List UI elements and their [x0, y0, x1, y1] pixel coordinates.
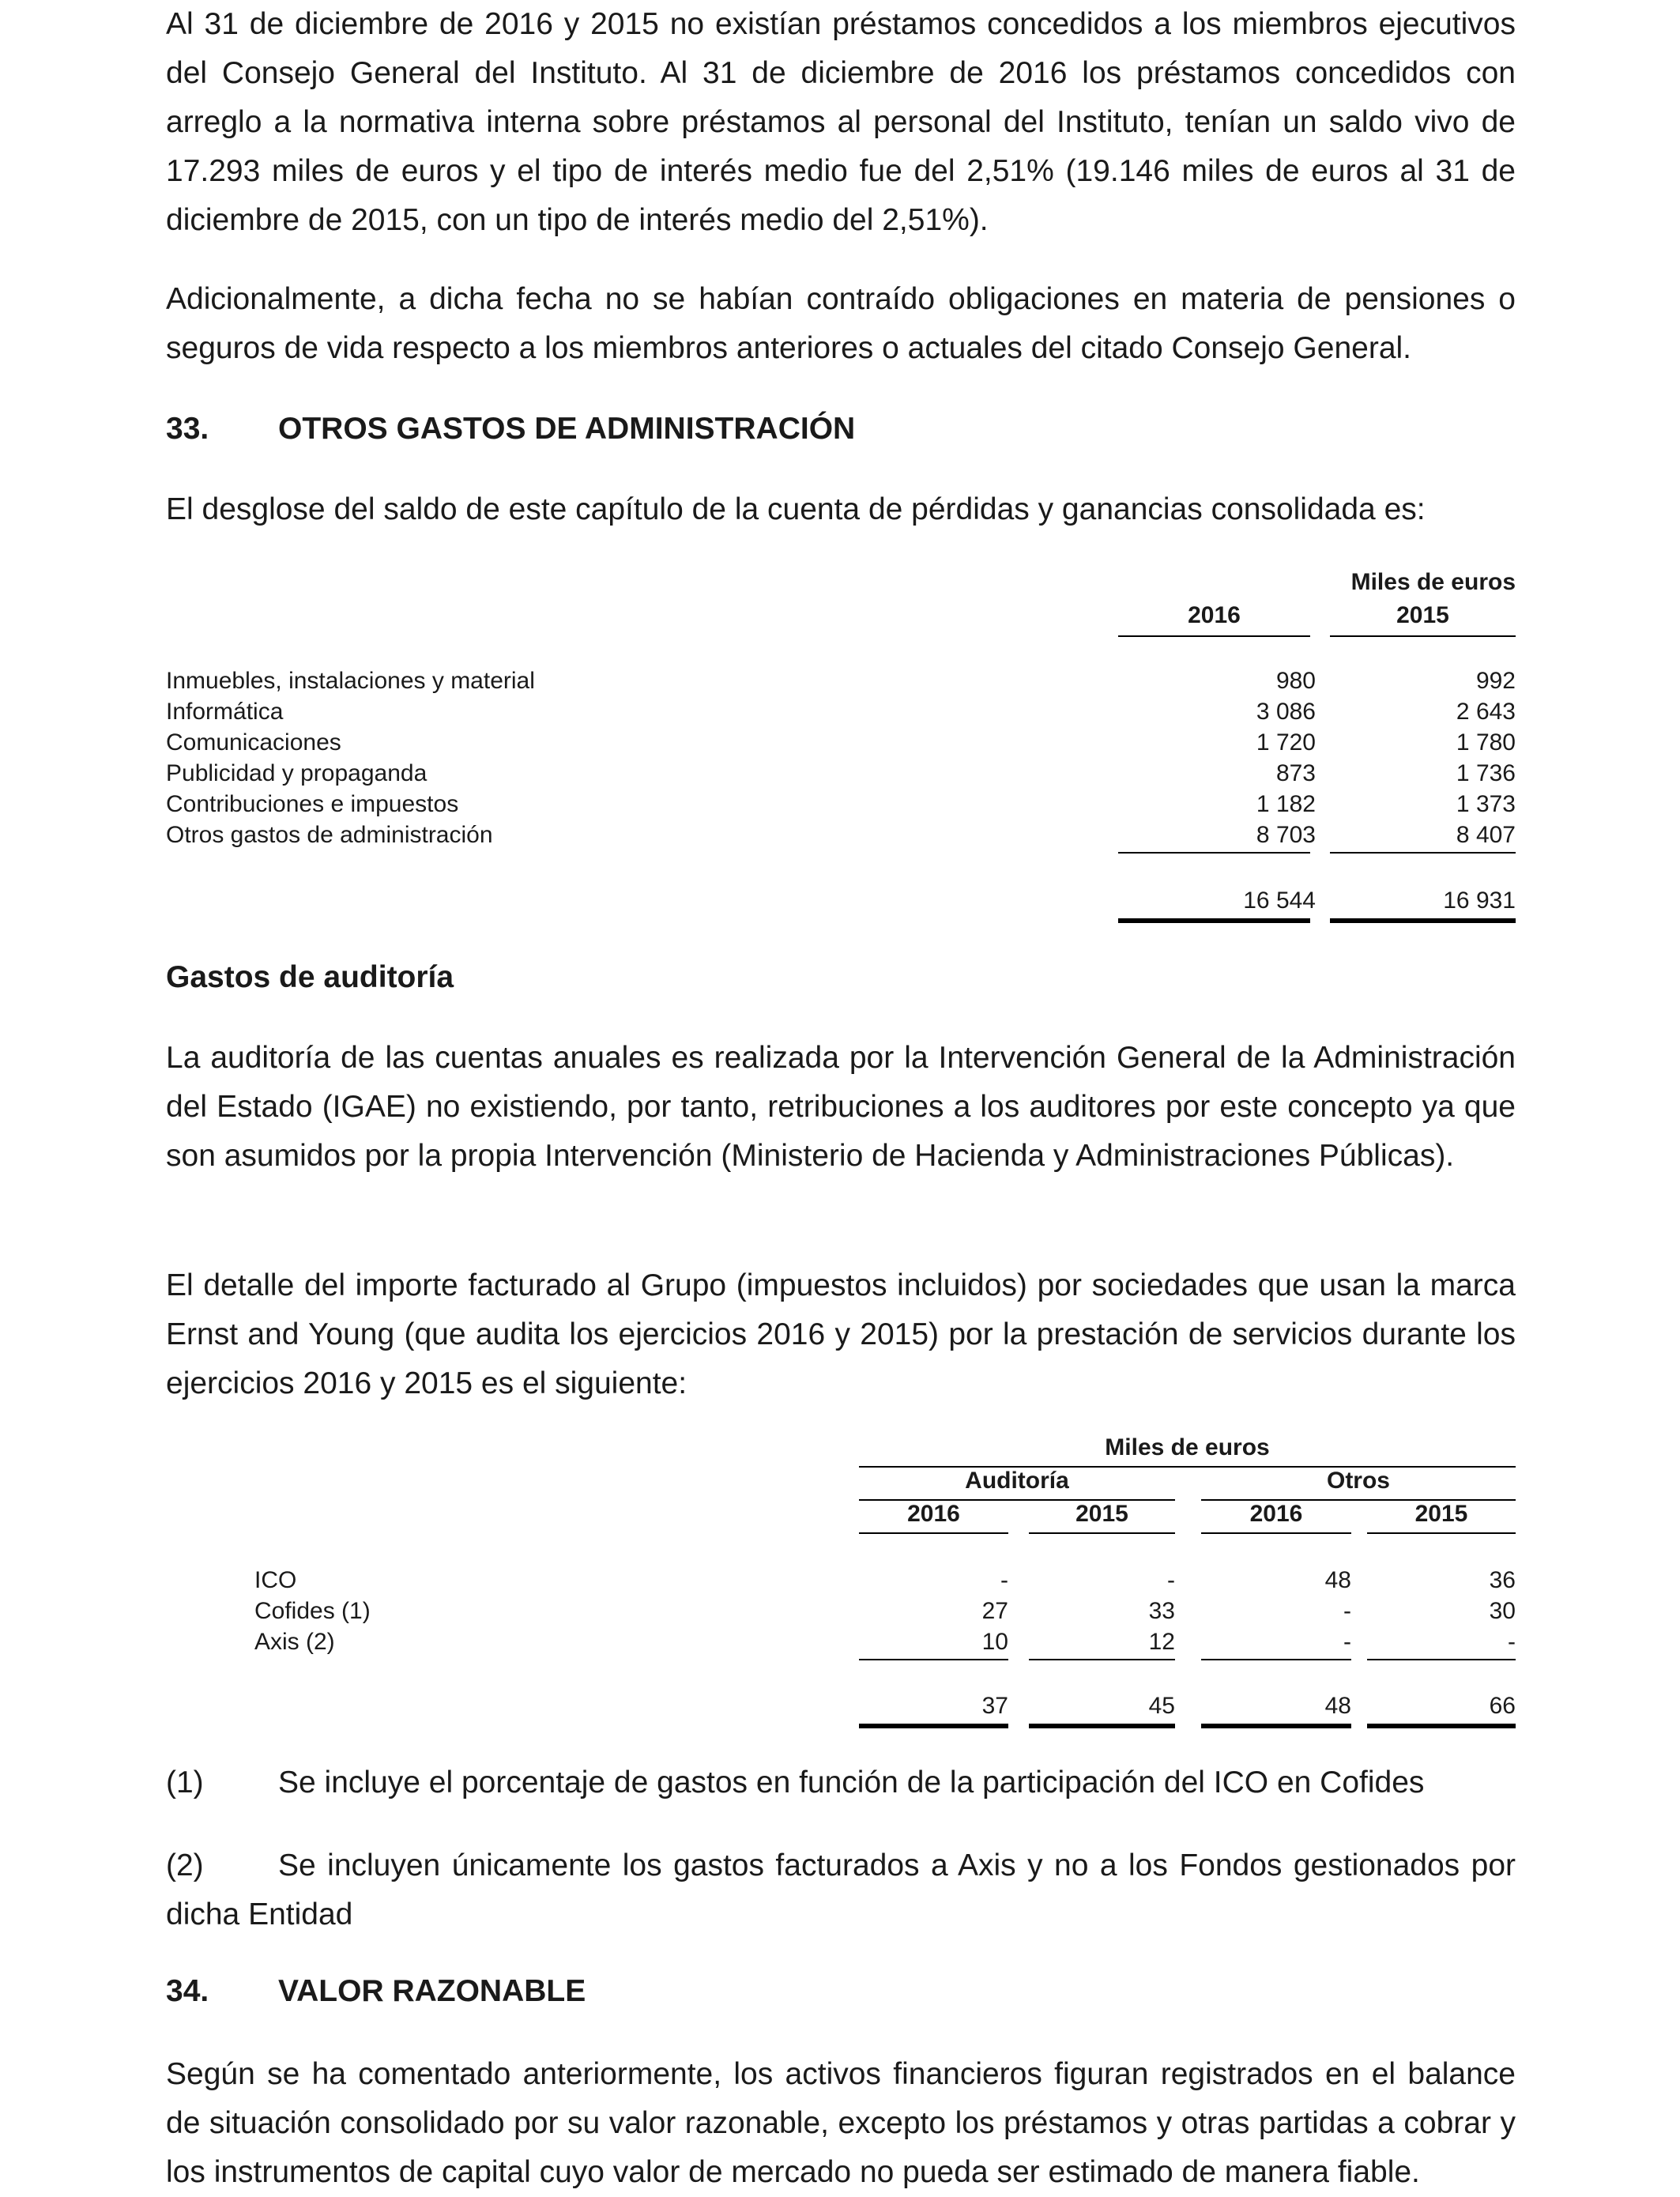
total-other-2016: 48	[1324, 1693, 1351, 1719]
section-number: 34.	[166, 1974, 209, 2008]
row-label: Publicidad y propaganda	[166, 760, 428, 786]
paragraph-pensions: Adicionalmente, a dicha fecha no se habían contraído obligaciones en materia de pensiones o seguros de vida respecto a los miembros anteriores o actuales del citado Consejo General.	[166, 282, 1516, 365]
section-title: OTROS GASTOS DE ADMINISTRACIÓN	[278, 412, 856, 446]
row-label: Contribuciones e impuestos	[166, 791, 459, 817]
header-rule	[1029, 1532, 1175, 1534]
section-heading-33	[166, 409, 855, 449]
value-2015: 8 407	[1456, 822, 1516, 848]
value-2016: 1 720	[1256, 729, 1316, 756]
paragraph-loans: Al 31 de diciembre de 2016 y 2015 no existían préstamos concedidos a los miembros ejecutivos del Consejo General del Instituto. Al 31 de diciembre de 2016 los préstamos concedidos con arreglo a la normativa interna sobre préstamos al personal del Instituto, tenían un saldo vivo de 17.293 miles de euros y el tipo de interés medio fue del 2,51% (19.146 miles de euros al 31 de diciembre de 2015, con un tipo de interés medio del 2,51%).	[166, 7, 1516, 237]
column-header-2015: 2015	[1396, 602, 1449, 628]
value-2016: 3 086	[1256, 699, 1316, 725]
value-other-2015: -	[1508, 1629, 1516, 1655]
total-double-rule	[1330, 918, 1516, 923]
column-header-2015: 2015	[1414, 1501, 1468, 1527]
value-2015: 1 736	[1456, 760, 1516, 786]
total-double-rule	[859, 1724, 1008, 1728]
footnote-text: Se incluyen únicamente los gastos facturados a Axis y no a los Fondos gestionados por dicha Entidad	[166, 1848, 1516, 1931]
column-header-2016: 2016	[907, 1501, 960, 1527]
audit-fees-table	[166, 1434, 1516, 1735]
footnote-1	[166, 1758, 1516, 1807]
table-unit-header: Miles de euros	[1105, 1434, 1270, 1460]
section-title: VALOR RAZONABLE	[278, 1974, 586, 2008]
total-double-rule	[1367, 1724, 1516, 1728]
value-2015: 992	[1475, 668, 1516, 694]
subtotal-rule	[1118, 852, 1310, 854]
table-row	[166, 696, 1516, 728]
section-number: 33.	[166, 412, 209, 446]
table-row	[166, 1565, 1516, 1596]
table-row	[166, 727, 1516, 759]
paragraph-audit: La auditoría de las cuentas anuales es realizada por la Intervención General de la Administración del Estado (IGAE) no existiendo, por tanto, retribuciones a los auditores por este concepto ya que son asumidos por la propia Intervención (Ministerio de Hacienda y Administraciones Públicas).	[166, 1041, 1516, 1173]
header-rule	[859, 1532, 1008, 1534]
footnote-number: (1)	[166, 1766, 204, 1799]
value-other-2015: 36	[1489, 1567, 1516, 1593]
value-other-2016: -	[1343, 1598, 1351, 1624]
paragraph-breakdown-intro: El desglose del saldo de este capítulo de la cuenta de pérdidas y ganancias consolidada es:	[166, 492, 1426, 526]
subtotal-rule	[1330, 852, 1516, 854]
value-2015: 2 643	[1456, 699, 1516, 725]
row-label: Axis (2)	[254, 1629, 335, 1655]
value-audit-2015: 12	[1148, 1629, 1175, 1655]
subtotal-rule	[859, 1659, 1008, 1660]
header-rule	[1367, 1532, 1516, 1534]
value-audit-2015: 33	[1148, 1598, 1175, 1624]
table-row	[166, 665, 1516, 697]
group-header-other: Otros	[1326, 1468, 1390, 1494]
table-row	[166, 1596, 1516, 1627]
subtotal-rule	[1367, 1659, 1516, 1660]
column-header-2016: 2016	[1249, 1501, 1303, 1527]
value-2016: 980	[1275, 668, 1316, 694]
subheading-audit-fees: Gastos de auditoría	[166, 960, 454, 994]
subtotal-rule	[1029, 1659, 1175, 1660]
header-rule	[1201, 1532, 1351, 1534]
value-audit-2015: -	[1167, 1567, 1175, 1593]
footnote-2	[166, 1841, 1516, 1939]
group-header-audit: Auditoría	[965, 1468, 1069, 1494]
value-2015: 1 373	[1456, 791, 1516, 817]
row-label: ICO	[254, 1567, 297, 1593]
footnote-number: (2)	[166, 1848, 204, 1882]
total-2016: 16 544	[1243, 887, 1316, 914]
footnote-text: Se incluye el porcentaje de gastos en función de la participación del ICO en Cofides	[278, 1766, 1425, 1799]
total-audit-2015: 45	[1148, 1693, 1175, 1719]
total-double-rule	[1201, 1724, 1351, 1728]
total-other-2015: 66	[1489, 1693, 1516, 1719]
row-label: Inmuebles, instalaciones y material	[166, 668, 535, 694]
value-audit-2016: -	[1000, 1567, 1008, 1593]
value-2016: 1 182	[1256, 791, 1316, 817]
column-header-2016: 2016	[1188, 602, 1241, 628]
value-other-2016: -	[1343, 1629, 1351, 1655]
row-label: Cofides (1)	[254, 1598, 371, 1624]
section-heading-34	[166, 1972, 586, 2011]
table-row	[166, 820, 1516, 851]
value-2015: 1 780	[1456, 729, 1516, 756]
row-label: Comunicaciones	[166, 729, 341, 756]
value-audit-2016: 27	[981, 1598, 1008, 1624]
paragraph-ey-detail: El detalle del importe facturado al Grupo (impuestos incluidos) por sociedades que usan la marca Ernst and Young (que audita los ejercicios 2016 y 2015) por la prestación de servicios durante los ejercicios 2016 y 2015 es el siguiente:	[166, 1268, 1516, 1400]
table-row	[166, 758, 1516, 789]
table-row	[166, 789, 1516, 820]
value-audit-2016: 10	[981, 1629, 1008, 1655]
header-rule	[1118, 635, 1310, 637]
value-other-2015: 30	[1489, 1598, 1516, 1624]
row-label: Informática	[166, 699, 284, 725]
admin-expenses-table	[166, 569, 1516, 925]
total-audit-2016: 37	[981, 1693, 1008, 1719]
paragraph-fair-value: Según se ha comentado anteriormente, los activos financieros figuran registrados en el balance de situación consolidado por su valor razonable, excepto los préstamos y otras partidas a cobrar y los instrumentos de capital cuyo valor de mercado no pueda ser estimado de manera fiable.	[166, 2057, 1516, 2189]
value-2016: 873	[1275, 760, 1316, 786]
table-unit-header: Miles de euros	[1350, 569, 1516, 595]
total-row	[166, 1690, 1516, 1722]
total-double-rule	[1118, 918, 1310, 923]
header-rule	[1330, 635, 1516, 637]
total-2015: 16 931	[1443, 887, 1516, 914]
table-row	[166, 1626, 1516, 1658]
value-other-2016: 48	[1324, 1567, 1351, 1593]
row-label: Otros gastos de administración	[166, 822, 493, 848]
total-row	[166, 885, 1516, 917]
value-2016: 8 703	[1256, 822, 1316, 848]
total-double-rule	[1029, 1724, 1175, 1728]
column-header-2015: 2015	[1075, 1501, 1128, 1527]
subtotal-rule	[1201, 1659, 1351, 1660]
